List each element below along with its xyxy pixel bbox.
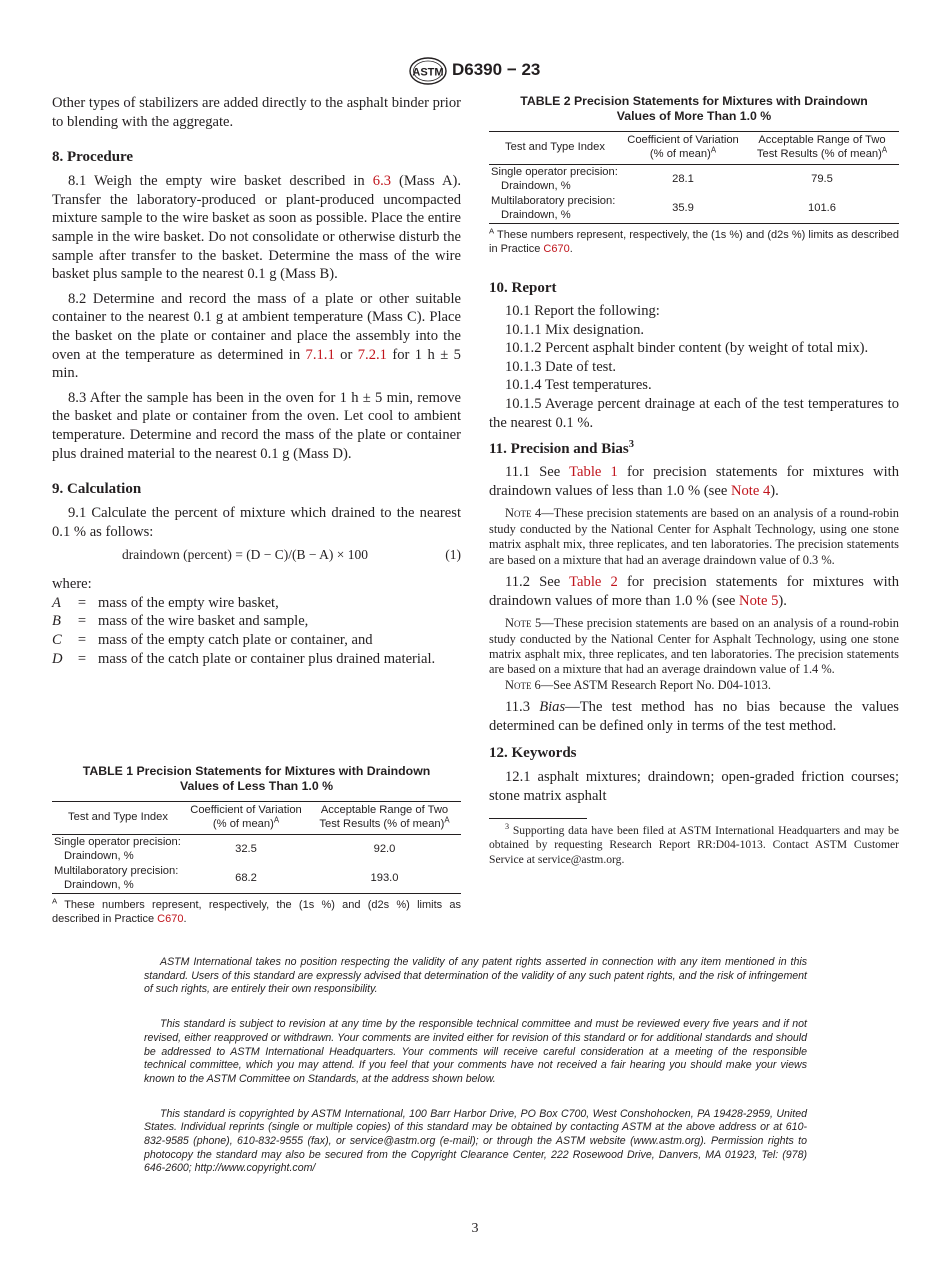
list-item: 10.1.2 Percent asphalt binder content (by weight of total mix).: [505, 340, 869, 357]
link-6-3[interactable]: 6.3: [372, 173, 392, 190]
table-row: Single operator precision: Draindown, % 32.5 92.0: [54, 836, 396, 862]
report-list: [489, 302, 899, 432]
link-c670[interactable]: C670: [157, 913, 184, 925]
paragraph-9-1: 9.1 Calculate the percent of mixture which drained to the nearest 0.1 % as follows:: [52, 505, 461, 540]
table-row: Multilaboratory precision: Draindown, % 35.9 101.6: [489, 194, 899, 224]
paragraph-11-1: 11.1 See Table 1 for precision statements for mixtures with draindown values of less than 1.0 % (see Note 4).: [489, 464, 899, 499]
astm-logo-text: ASTM: [412, 66, 444, 79]
link-note-5[interactable]: Note 5: [739, 592, 779, 609]
list-item: 10.1.1 Mix designation.: [505, 321, 645, 338]
table-1-header-cv: Coefficient of Variation (% of mean)$^A$: [190, 804, 302, 830]
table-2: [489, 131, 899, 224]
definition-row: A = mass of the empty wire basket,: [52, 594, 279, 611]
section-12-title: 12. Keywords: [489, 745, 577, 762]
link-table-2[interactable]: Table 2: [569, 573, 618, 590]
table-2-header-test: Test and Type Index: [505, 140, 605, 153]
note-5: Note 5—These precision statements are based on an analysis of a round-robin study conducted by the National Center for Asphalt Technology, using one stone matrix asphalt mix, three replicates, and ten laboratories. The precision statements are based on a mixture that had an average draindown value of 1.4 %.: [489, 616, 899, 677]
designation: D6390 − 23: [452, 60, 541, 79]
note-4: Note 4—These precision statements are based on an analysis of a round-robin study conducted by the National Center for Asphalt Technology, using one stone matrix asphalt mix, three replicates, and ten laboratories. The precision statements are based on a mixture that had an average draindown value of 0.3 %.: [489, 506, 899, 567]
link-7-2-1[interactable]: 7.2.1: [357, 346, 387, 363]
definition-row: B = mass of the wire basket and sample,: [52, 613, 309, 630]
link-c670[interactable]: C670: [543, 243, 570, 255]
note-6: Note 6—See ASTM Research Report No. D04-1013.: [505, 677, 771, 692]
section-8-title: 8. Procedure: [52, 149, 134, 166]
paragraph-8-3: 8.3 After the sample has been in the oven for 1 h ± 5 min, remove the basket and plate or container from the oven. Let cool to ambient temperature. Determine and record the mass of the plate or container plus drained material to the nearest 0.1 g (Mass D).: [52, 389, 461, 462]
table-2-caption: TABLE 2 Precision Statements for Mixtures with Draindown Values of More Than 1.0 %: [520, 94, 868, 123]
definition-row: D = mass of the catch plate or container plus drained material.: [52, 650, 436, 667]
table-1-footnote: $^A$ These numbers represent, respectively, the (1s %) and (d2s %) limits as described in Practice C670.: [52, 896, 461, 925]
table-row: Single operator precision: Draindown, % 28.1 79.5: [491, 166, 833, 192]
equation-text: draindown (percent) = (D − C)/(B − A) × 100: [122, 547, 369, 563]
legal-footer: [144, 956, 807, 1176]
section-9-title: 9. Calculation: [52, 481, 142, 498]
table-row: Multilaboratory precision: Draindown, % 68.2 193.0: [52, 864, 461, 894]
footer-revision-notice: This standard is subject to revision at any time by the responsible technical committee and must be reviewed every five years and if not revised, either reapproved or withdrawn. Your comments are invited either for revision of this standard or for additional standards and should be addressed to ASTM International Headquarters. Your comments will receive careful consideration at a meeting of the responsible technical committee, which you may attend. If you feel that your comments have not received a fair hearing you should make your views known to the ASTM Committee on Standards, at the address shown below.: [144, 1018, 807, 1085]
table-1-block: [52, 764, 461, 926]
definition-row: C = mass of the empty catch plate or container, and: [52, 632, 373, 649]
table-2-header-range: Acceptable Range of Two Test Results (% of mean)$^A$: [756, 134, 888, 160]
table-1-header-test: Test and Type Index: [68, 810, 168, 823]
section-10-title: 10. Report: [489, 280, 557, 296]
footer-patent-notice: ASTM International takes no position respecting the validity of any patent rights asserted in connection with any item mentioned in this standard. Users of this standard are expressly advised that determination of the validity of any such patent rights, and the risk of infringement of such rights, are entirely their own responsibility.: [144, 956, 807, 996]
table-1-caption: TABLE 1 Precision Statements for Mixtures with Draindown Values of Less Than 1.0 %: [82, 764, 431, 793]
left-column: [52, 94, 461, 668]
footnote-rule: [489, 818, 587, 819]
table-1: [52, 801, 461, 894]
page-number: 3: [471, 1221, 479, 1236]
paragraph-8-2: 8.2 Determine and record the mass of a plate or other suitable container to the nearest 0.1 g at ambient temperature (Mass C). Place the basket on the plate or container and place the assembly into the oven at the temperature as determined in 7.1.1 or 7.2.1 for 1 h ± 5 min.: [52, 290, 461, 382]
astm-logo: [408, 56, 448, 86]
list-item: 10.1.3 Date of test.: [505, 358, 617, 375]
list-item: 10.1.4 Test temperatures.: [505, 377, 652, 394]
where-label: where:: [52, 576, 92, 593]
equation-number: (1): [445, 547, 461, 563]
list-item: 10.1 Report the following:: [505, 303, 660, 319]
link-7-1-1[interactable]: 7.1.1: [305, 346, 335, 363]
table-2-footnote: $^A$ These numbers represent, respectively, the (1s %) and (d2s %) limits as described in Practice C670.: [489, 226, 899, 255]
link-note-4[interactable]: Note 4: [730, 482, 771, 499]
variable-definitions: [52, 594, 461, 668]
paragraph-8-1: 8.1 Weigh the empty wire basket described in 6.3 (Mass A). Transfer the laboratory-produced or plant-produced uncompacted mixture sample to the wire basket as soon as possible. Place the entire sample in the wire basket. Do not consolidate or otherwise disturb the sample after transfer to the basket. Determine the mass of the wire basket plus sample to the nearest 0.1 g (Mass B).: [52, 173, 461, 283]
paragraph-11-3: 11.3 Bias—The test method has no bias because the values determined can be defined only in terms of the test method.: [489, 699, 899, 734]
page-header: [0, 56, 950, 88]
table-1-header-range: Acceptable Range of Two Test Results (% of mean)$^A$: [319, 804, 450, 830]
list-item: 10.1.5 Average percent drainage at each of the test temperatures to the nearest 0.1 %.: [489, 395, 899, 431]
paragraph-12-1: 12.1 asphalt mixtures; draindown; open-graded friction courses; stone matrix asphalt: [489, 769, 899, 804]
intro-paragraph: Other types of stabilizers are added directly to the asphalt binder prior to blending with the aggregate.: [52, 95, 461, 130]
equation-1: [52, 545, 461, 567]
footer-copyright-notice: This standard is copyrighted by ASTM International, 100 Barr Harbor Drive, PO Box C700, West Conshohocken, PA 19428-2959, United States. Individual reprints (single or multiple copies) of this standard may be obtained by contacting ASTM at the above address or at 610-832-9585 (phone), 610-832-9555 (fax), or service@astm.org (e-mail); or through the ASTM website (www.astm.org). Permission rights to photocopy the standard may also be secured from the Copyright Clearance Center, 222 Rosewood Drive, Danvers, MA 01923, Tel: (978) 646-2600; http://www.copyright.com/: [144, 1107, 807, 1175]
section-11-title: 11. Precision and Bias$^3$: [489, 439, 634, 458]
right-column: [489, 279, 899, 867]
link-table-1[interactable]: Table 1: [569, 464, 618, 481]
table-2-block: [489, 94, 899, 256]
table-2-header-cv: Coefficient of Variation (% of mean)$^A$: [627, 134, 739, 160]
footnote-3: $^3$ Supporting data have been filed at ASTM International Headquarters and may be obtained by requesting Research Report RR:D04-1013. Contact ASTM Customer Service at service@astm.org.: [489, 821, 899, 866]
paragraph-11-2: 11.2 See Table 2 for precision statements for mixtures with draindown values of more than 1.0 % (see Note 5).: [489, 573, 899, 609]
